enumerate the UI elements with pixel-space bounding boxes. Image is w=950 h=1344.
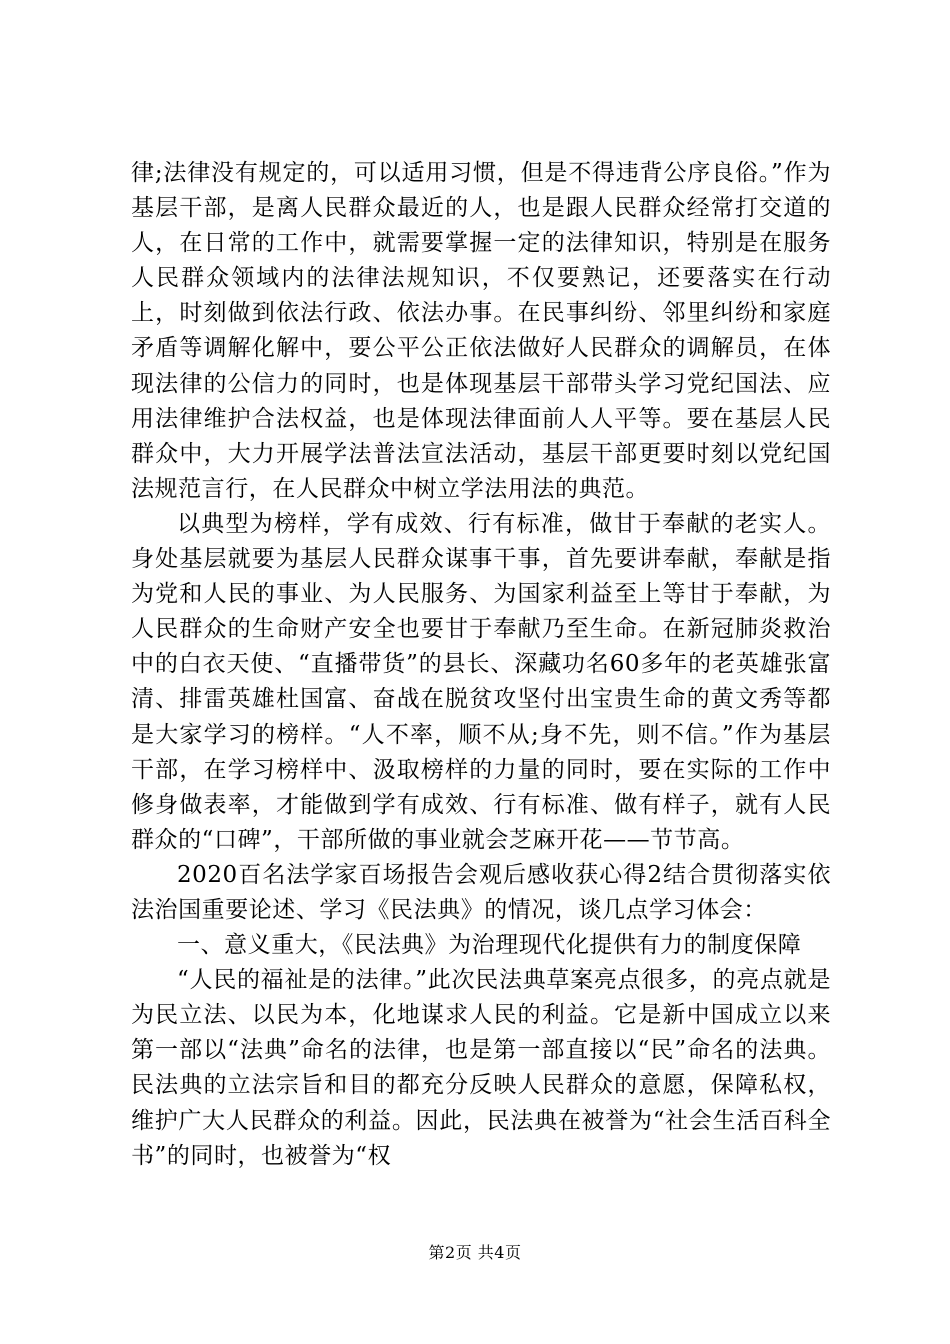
paragraph-continuation: 律;法律没有规定的，可以适用习惯，但是不得违背公序良俗。”作为基层干部，是离人民群众最近的人，也是跟人民群众经常打交道的人，在日常的工作中，就需要掌握一定的法律知识，特别是在服务人民群众领域内的法律法规知识，不仅要熟记，还要落实在行动上，时刻做到依法行政、依法办事。在民事纠纷、邻里纠纷和家庭矛盾等调解化解中，要公平公正依法做好人民群众的调解员，在体现法律的公信力的同时，也是体现基层干部带头学习党纪国法、应用法律维护合法权益，也是体现法律面前人人平等。要在基层人民群众中，大力开展学法普法宣法活动，基层干部更要时刻以党纪国法规范言行，在人民群众中树立学法用法的典范。 <box>131 160 831 502</box>
paragraph-report-intro: 2020百名法学家百场报告会观后感收获心得2结合贯彻落实依法治国重要论述、学习《民法典》的情况，谈几点学习体会： <box>131 861 831 923</box>
section-heading-one: 一、意义重大，《民法典》为治理现代化提供有力的制度保障 <box>177 932 802 959</box>
paragraph-civil-code: “人民的福祉是的法律。”此次民法典草案亮点很多，的亮点就是为民立法、以民为本，化地谋求人民的利益。它是新中国成立以来第一部以“法典”命名的法律，也是第一部直接以“民”命名的法典。民法典的立法宗旨和目的都充分反映人民群众的意愿，保障私权，维护广大人民群众的利益。因此，民法典在被誉为“社会生活百科全书”的同时，也被誉为“权 <box>131 967 831 1169</box>
document-body <box>131 156 831 1174</box>
page-number-footer: 第2页 共4页 <box>428 1243 522 1262</box>
paragraph-role-models: 以典型为榜样，学有成效、行有标准，做甘于奉献的老实人。身处基层就要为基层人民群众谋事干事，首先要讲奉献，奉献是指为党和人民的事业、为人民服务、为国家利益至上等甘于奉献，为人民群众的生命财产安全也要甘于奉献乃至生命。在新冠肺炎救治中的白衣天使、“直播带货”的县长、深藏功名60多年的老英雄张富清、排雷英雄杜国富、奋战在脱贫攻坚付出宝贵生命的黄文秀等都是大家学习的榜样。“人不率，顺不从;身不先，则不信。”作为基层干部，在学习榜样中、汲取榜样的力量的同时，要在实际的工作中修身做表率，才能做到学有成效、行有标准、做有样子，就有人民群众的“口碑”，干部所做的事业就会芝麻开花——节节高。 <box>131 510 831 853</box>
